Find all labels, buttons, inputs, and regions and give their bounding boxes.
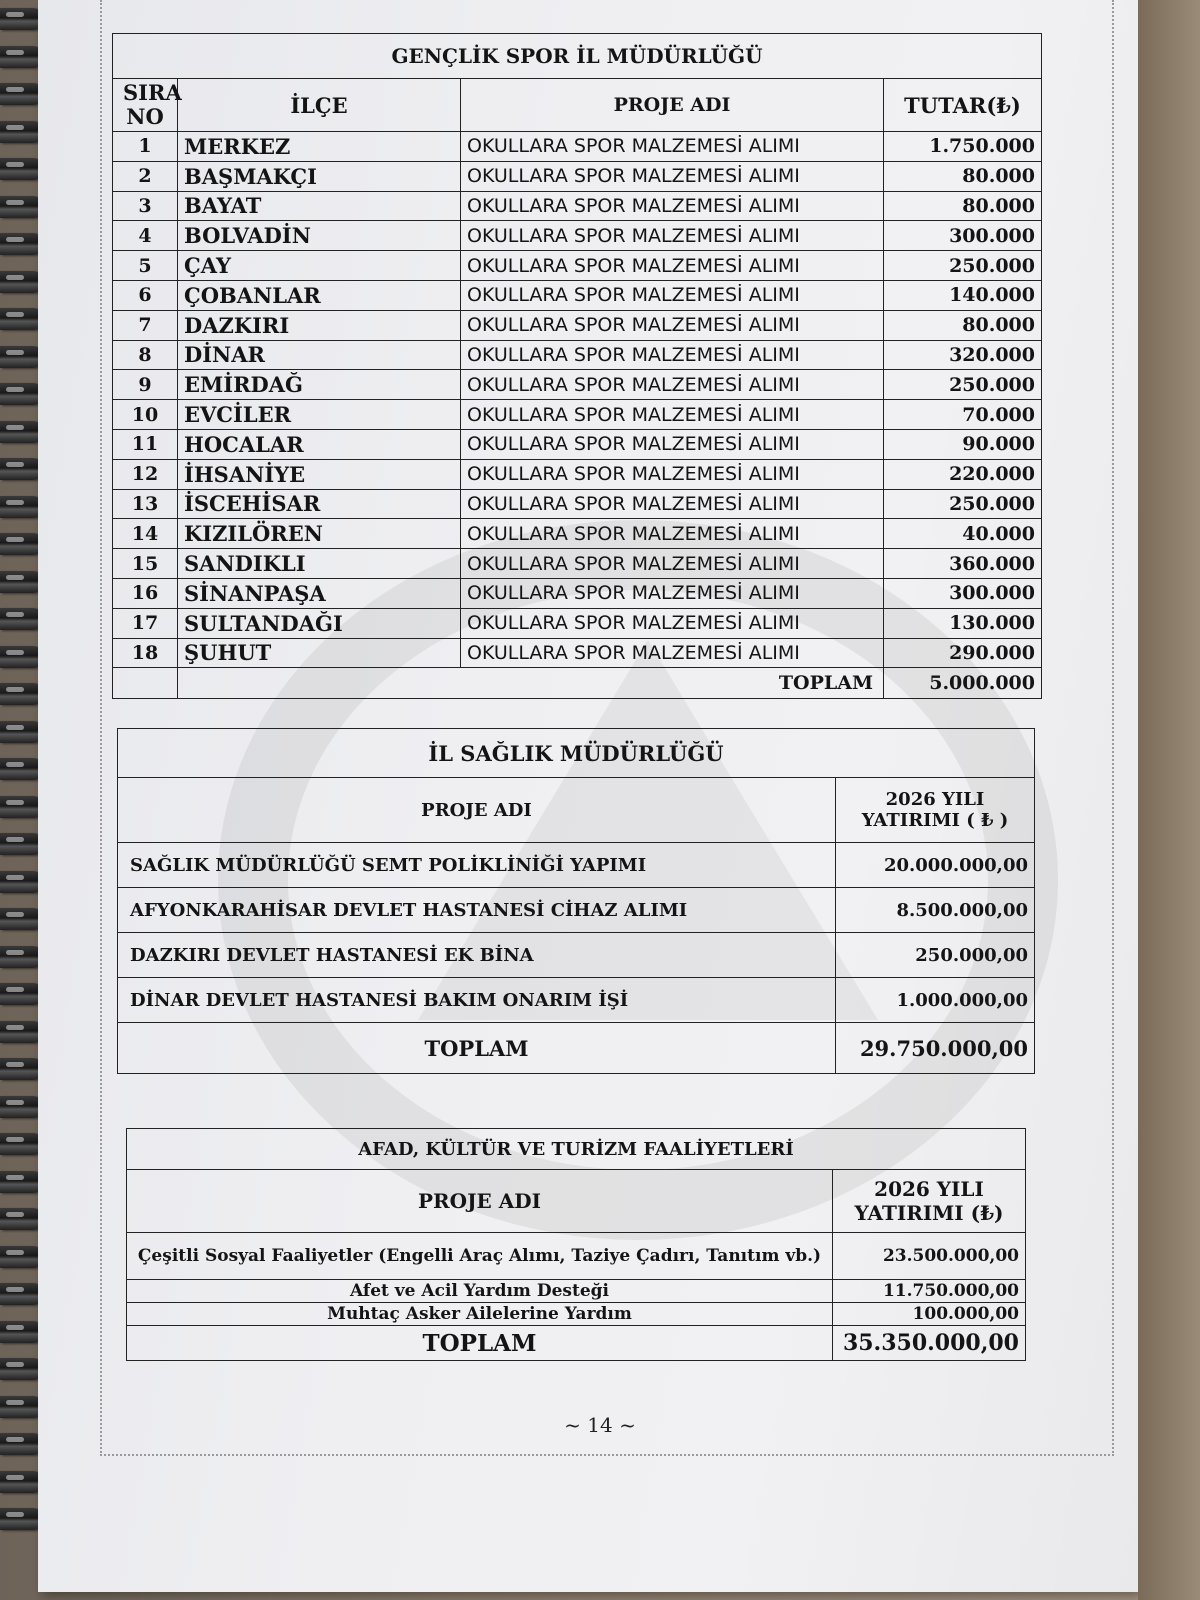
table-row xyxy=(113,280,1042,310)
cell-no: 4 xyxy=(113,221,178,251)
cell-tutar: 290.000 xyxy=(884,638,1042,668)
cell-proje: OKULLARA SPOR MALZEMESİ ALIMI xyxy=(461,161,884,191)
table-row xyxy=(118,933,1035,978)
cell-proje: AFYONKARAHİSAR DEVLET HASTANESİ CİHAZ ALIMI xyxy=(118,888,836,933)
cell-ilce: EMİRDAĞ xyxy=(178,370,461,400)
cell-ilce: EVCİLER xyxy=(178,400,461,430)
cell-tutar: 80.000 xyxy=(884,161,1042,191)
header-yatirim-line2: YATIRIMI ( ₺ ) xyxy=(861,810,1009,831)
table-row xyxy=(113,251,1042,281)
table-title-row xyxy=(113,34,1042,79)
cell-ilce: DİNAR xyxy=(178,340,461,370)
table-header-row xyxy=(127,1170,1026,1233)
cell-ilce: İHSANİYE xyxy=(178,459,461,489)
cell-proje: Çeşitli Sosyal Faaliyetler (Engelli Araç Alımı, Taziye Çadırı, Tanıtım vb.) xyxy=(127,1233,833,1280)
table-header-row xyxy=(118,778,1035,843)
total-label: TOPLAM xyxy=(118,1023,836,1074)
table-row xyxy=(113,608,1042,638)
cell-tutar: 80.000 xyxy=(884,191,1042,221)
total-value: 35.350.000,00 xyxy=(833,1326,1026,1361)
cell-proje: OKULLARA SPOR MALZEMESİ ALIMI xyxy=(461,310,884,340)
cell-proje: OKULLARA SPOR MALZEMESİ ALIMI xyxy=(461,251,884,281)
table-row xyxy=(113,221,1042,251)
cell-no: 18 xyxy=(113,638,178,668)
cell-tutar: 70.000 xyxy=(884,400,1042,430)
header-sira-no-text: SIRA NO xyxy=(123,80,182,129)
table-row xyxy=(118,978,1035,1023)
total-label: TOPLAM xyxy=(127,1326,833,1361)
cell-ilce: BOLVADİN xyxy=(178,221,461,251)
table-title-row xyxy=(118,729,1035,778)
cell-proje: OKULLARA SPOR MALZEMESİ ALIMI xyxy=(461,280,884,310)
cell-tutar: 23.500.000,00 xyxy=(833,1233,1026,1280)
saglik-table xyxy=(117,728,1035,1074)
page-number: ~ 14 ~ xyxy=(564,1413,636,1437)
cell-proje: Muhtaç Asker Ailelerine Yardım xyxy=(127,1303,833,1326)
cell-tutar: 250.000 xyxy=(884,370,1042,400)
header-yatirim xyxy=(836,778,1035,843)
table-row xyxy=(113,340,1042,370)
cell-no: 9 xyxy=(113,370,178,400)
cell-tutar: 80.000 xyxy=(884,310,1042,340)
cell-no: 10 xyxy=(113,400,178,430)
table-row xyxy=(113,132,1042,162)
cell-tutar: 250.000,00 xyxy=(836,933,1035,978)
table-row xyxy=(127,1233,1026,1280)
cell-tutar: 300.000 xyxy=(884,578,1042,608)
cell-proje: OKULLARA SPOR MALZEMESİ ALIMI xyxy=(461,549,884,579)
header-yatirim-line2: YATIRIMI (₺) xyxy=(854,1201,1004,1225)
saglik-title: İL SAĞLIK MÜDÜRLÜĞÜ xyxy=(118,729,1035,778)
cell-no: 5 xyxy=(113,251,178,281)
header-proje-adi: PROJE ADI xyxy=(118,778,836,843)
header-ilce: İLÇE xyxy=(178,79,461,132)
total-row xyxy=(127,1326,1026,1361)
cell-no: 3 xyxy=(113,191,178,221)
header-yatirim-line1: 2026 YILI xyxy=(885,789,985,810)
cell-tutar: 100.000,00 xyxy=(833,1303,1026,1326)
table-row xyxy=(113,549,1042,579)
table-title-row xyxy=(127,1129,1026,1170)
cell-no: 12 xyxy=(113,459,178,489)
total-value: 29.750.000,00 xyxy=(836,1023,1035,1074)
cell-no: 8 xyxy=(113,340,178,370)
afad-table xyxy=(126,1128,1026,1361)
cell-ilce: HOCALAR xyxy=(178,429,461,459)
cell-tutar: 1.750.000 xyxy=(884,132,1042,162)
table-row xyxy=(113,459,1042,489)
cell-tutar: 130.000 xyxy=(884,608,1042,638)
cell-ilce: ŞUHUT xyxy=(178,638,461,668)
cell-proje: DİNAR DEVLET HASTANESİ BAKIM ONARIM İŞİ xyxy=(118,978,836,1023)
cell-tutar: 8.500.000,00 xyxy=(836,888,1035,933)
table-row xyxy=(118,843,1035,888)
cell-no: 2 xyxy=(113,161,178,191)
cell-ilce: ÇOBANLAR xyxy=(178,280,461,310)
cell-ilce: SİNANPAŞA xyxy=(178,578,461,608)
cell-proje: OKULLARA SPOR MALZEMESİ ALIMI xyxy=(461,608,884,638)
table-header-row xyxy=(113,79,1042,132)
total-label: TOPLAM xyxy=(178,668,884,699)
table-row xyxy=(113,489,1042,519)
cell-proje: Afet ve Acil Yardım Desteği xyxy=(127,1280,833,1303)
header-sira-no xyxy=(113,79,182,132)
genclik-title: GENÇLİK SPOR İL MÜDÜRLÜĞÜ xyxy=(113,34,1042,79)
header-yatirim-line1: 2026 YILI xyxy=(874,1177,984,1201)
cell-proje: OKULLARA SPOR MALZEMESİ ALIMI xyxy=(461,191,884,221)
cell-no: 7 xyxy=(113,310,178,340)
cell-proje: OKULLARA SPOR MALZEMESİ ALIMI xyxy=(461,459,884,489)
cell-tutar: 220.000 xyxy=(884,459,1042,489)
table-row xyxy=(113,161,1042,191)
cell-tutar: 320.000 xyxy=(884,340,1042,370)
cell-proje: OKULLARA SPOR MALZEMESİ ALIMI xyxy=(461,429,884,459)
cell-proje: OKULLARA SPOR MALZEMESİ ALIMI xyxy=(461,489,884,519)
total-value: 5.000.000 xyxy=(884,668,1042,699)
header-proje-adi: PROJE ADI xyxy=(461,79,884,132)
table-row xyxy=(113,310,1042,340)
cell-proje: OKULLARA SPOR MALZEMESİ ALIMI xyxy=(461,370,884,400)
cell-proje: OKULLARA SPOR MALZEMESİ ALIMI xyxy=(461,340,884,370)
cell-no: 13 xyxy=(113,489,178,519)
desk-edge xyxy=(1138,0,1200,1600)
cell-ilce: KIZILÖREN xyxy=(178,519,461,549)
cell-proje: OKULLARA SPOR MALZEMESİ ALIMI xyxy=(461,519,884,549)
table-row xyxy=(127,1280,1026,1303)
total-empty-cell xyxy=(113,668,178,699)
cell-no: 17 xyxy=(113,608,178,638)
cell-no: 15 xyxy=(113,549,178,579)
genclik-spor-table xyxy=(112,33,1042,699)
cell-proje: SAĞLIK MÜDÜRLÜĞÜ SEMT POLİKLİNİĞİ YAPIMI xyxy=(118,843,836,888)
cell-proje: OKULLARA SPOR MALZEMESİ ALIMI xyxy=(461,400,884,430)
table-row xyxy=(113,578,1042,608)
cell-no: 6 xyxy=(113,280,178,310)
total-row xyxy=(113,668,1042,699)
table-row xyxy=(113,400,1042,430)
cell-tutar: 250.000 xyxy=(884,489,1042,519)
table-row xyxy=(113,370,1042,400)
cell-ilce: SULTANDAĞI xyxy=(178,608,461,638)
cell-proje: OKULLARA SPOR MALZEMESİ ALIMI xyxy=(461,578,884,608)
cell-proje: OKULLARA SPOR MALZEMESİ ALIMI xyxy=(461,221,884,251)
cell-tutar: 20.000.000,00 xyxy=(836,843,1035,888)
cell-no: 1 xyxy=(113,132,178,162)
cell-no: 11 xyxy=(113,429,178,459)
total-row xyxy=(118,1023,1035,1074)
table-row xyxy=(113,519,1042,549)
cell-tutar: 90.000 xyxy=(884,429,1042,459)
cell-ilce: SANDIKLI xyxy=(178,549,461,579)
table-row xyxy=(113,638,1042,668)
header-tutar: TUTAR(₺) xyxy=(884,79,1042,132)
cell-ilce: BAŞMAKÇI xyxy=(178,161,461,191)
afad-title: AFAD, KÜLTÜR VE TURİZM FAALİYETLERİ xyxy=(127,1129,1026,1170)
cell-ilce: BAYAT xyxy=(178,191,461,221)
cell-tutar: 250.000 xyxy=(884,251,1042,281)
cell-proje: OKULLARA SPOR MALZEMESİ ALIMI xyxy=(461,132,884,162)
cell-tutar: 300.000 xyxy=(884,221,1042,251)
cell-tutar: 40.000 xyxy=(884,519,1042,549)
table-row xyxy=(127,1303,1026,1326)
table-row xyxy=(113,429,1042,459)
header-yatirim xyxy=(833,1170,1026,1233)
cell-tutar: 1.000.000,00 xyxy=(836,978,1035,1023)
cell-ilce: ÇAY xyxy=(178,251,461,281)
cell-tutar: 360.000 xyxy=(884,549,1042,579)
header-proje-adi: PROJE ADI xyxy=(127,1170,833,1233)
cell-tutar: 11.750.000,00 xyxy=(833,1280,1026,1303)
cell-proje: DAZKIRI DEVLET HASTANESİ EK BİNA xyxy=(118,933,836,978)
cell-tutar: 140.000 xyxy=(884,280,1042,310)
cell-proje: OKULLARA SPOR MALZEMESİ ALIMI xyxy=(461,638,884,668)
cell-ilce: MERKEZ xyxy=(178,132,461,162)
table-row xyxy=(113,191,1042,221)
cell-ilce: DAZKIRI xyxy=(178,310,461,340)
cell-no: 14 xyxy=(113,519,178,549)
cell-no: 16 xyxy=(113,578,178,608)
table-row xyxy=(118,888,1035,933)
cell-ilce: İSCEHİSAR xyxy=(178,489,461,519)
